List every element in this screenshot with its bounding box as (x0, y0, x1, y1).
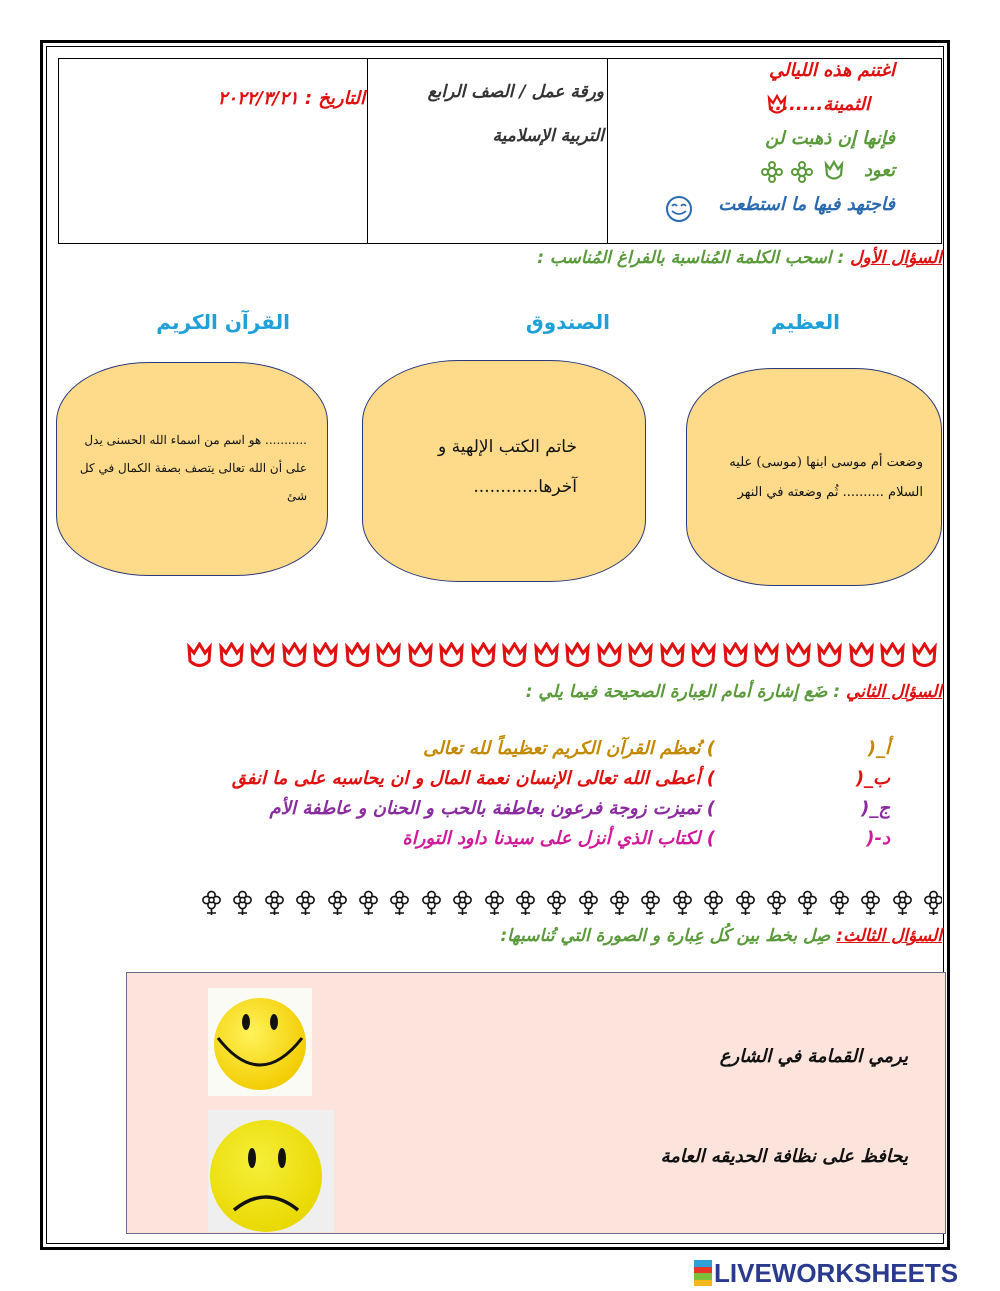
motto-line-1: اغتنم هذه الليالي (768, 60, 895, 81)
smiley-icon (664, 194, 694, 224)
card-1-line-2: السلام .......... ثُم وضعته في النهر (737, 485, 923, 500)
card-2 (362, 360, 646, 582)
flower-icon (451, 890, 474, 916)
q2-item-3-text: ) تميزت زوجة فرعون بعاطفة بالحب و الحنان و عاطفة الأم (269, 798, 715, 819)
question-2-instruction: : ضَع إشارة أمام العِبارة الصحيحة فيما يلي : (525, 682, 841, 702)
happy-face-image[interactable] (208, 988, 312, 1096)
flower-icon (828, 890, 851, 916)
card-3 (56, 362, 328, 576)
question-1-instruction: : اسحب الكلمة المُناسبة بالفراغ المُناسب : (537, 248, 845, 268)
tulip-icon (879, 642, 906, 672)
drag-word-1[interactable]: العظيم (771, 310, 840, 334)
q2-item-3-marker[interactable]: ج_( (861, 798, 890, 819)
phrase-1: يرمي القمامة في الشارع (719, 1046, 908, 1067)
tulip-icon (596, 642, 623, 672)
tulip-icon (438, 642, 465, 672)
card-3-line-1: ........... هو اسم من اسماء الله الحسنى يدل (84, 433, 307, 447)
q2-item-2-marker[interactable]: ب_( (855, 768, 890, 789)
tulip-icon (911, 642, 938, 672)
flower-icon (765, 890, 788, 916)
tulip-icon (659, 642, 686, 672)
card-3-line-2: على أن الله تعالى يتصف بصفة الكمال في كل (79, 461, 307, 475)
flower-icon (671, 890, 694, 916)
tulip-icon (312, 642, 339, 672)
drag-word-3[interactable]: القرآن الكريم (156, 310, 290, 334)
tulip-icon (785, 642, 812, 672)
flower-icon (796, 890, 819, 916)
worksheet-title: ورقة عمل / الصف الرابع (427, 82, 604, 102)
motto-line-4: تعود (863, 160, 895, 181)
flower-icon (891, 890, 914, 916)
tulip-icon (753, 642, 780, 672)
tulip-icon (816, 642, 843, 672)
card-3-line-3: شئ (286, 489, 307, 503)
flower-icon (545, 890, 568, 916)
q2-item-2-text: ) أعطى الله تعالى الإنسان نعمة المال و ان يحاسبه على ما انفق (231, 768, 715, 789)
flower-icon (231, 890, 254, 916)
card-2-line-1: خاتم الكتب الإلهية و (438, 437, 577, 457)
question-2-label: السؤال الثاني (846, 682, 942, 702)
tulip-icon (470, 642, 497, 672)
tulip-icon (407, 642, 434, 672)
liveworksheets-logo (694, 1258, 958, 1288)
q2-item-1-marker[interactable]: أ_( (867, 738, 890, 759)
question-3-instruction: صِل بخط بين كُل عِبارة و الصورة التي تُناسبها: (500, 926, 831, 946)
tulip-icon (218, 642, 245, 672)
flower-icon (263, 890, 286, 916)
motto-line-3: فإنها إن ذهبت لن (765, 128, 895, 149)
card-2-line-2: آخرها............ (473, 477, 577, 497)
flower-icon (420, 890, 443, 916)
flower-icon (483, 890, 506, 916)
q2-item-4-marker[interactable]: د-( (866, 828, 890, 849)
flower-icon (294, 890, 317, 916)
tulip-icon (690, 642, 717, 672)
flower-icon (357, 890, 380, 916)
tulip-row-divider (186, 642, 942, 678)
flower-icon (326, 890, 349, 916)
flower-icon (514, 890, 537, 916)
date (160, 88, 365, 109)
tulip-icon (564, 642, 591, 672)
logo-mark (694, 1260, 712, 1286)
flower-icon (702, 890, 725, 916)
date-value: ٢٠٢٢/٣/٢١ (217, 88, 299, 109)
tulip-icon (375, 642, 402, 672)
q2-item-1-text: ) نُعظم القرآن الكريم تعظيماً لله تعالى (423, 738, 715, 759)
logo-text: LIVEWORKSHEETS (714, 1257, 959, 1288)
question-1-heading (300, 248, 942, 268)
question-2-heading (300, 682, 942, 702)
motto-line-5: فاجتهد فيها ما استطعت (718, 194, 895, 215)
flower-icon (388, 890, 411, 916)
tulip-icon (344, 642, 371, 672)
question-1-label: السؤال الأول (850, 248, 942, 268)
flower-icon (734, 890, 757, 916)
card-1-line-1: وضعت أم موسى ابنها (موسى) عليه (729, 455, 923, 470)
card-1 (686, 368, 942, 586)
sad-face-image[interactable] (208, 1110, 334, 1232)
flower-icon (577, 890, 600, 916)
tulip-icon (627, 642, 654, 672)
tulip-icon (722, 642, 749, 672)
flower-icon (639, 890, 662, 916)
motto-line-2: الثمينة........ (768, 94, 870, 115)
flower-icon (859, 890, 882, 916)
phrase-2: يحافظ على نظافة الحديقه العامة (660, 1146, 908, 1167)
decor-icons (756, 160, 848, 186)
flower-icon (608, 890, 631, 916)
flower-icon (200, 890, 223, 916)
tulip-icon (848, 642, 875, 672)
flower-icon (922, 890, 942, 916)
tulip-icon (281, 642, 308, 672)
tulip-icon (501, 642, 528, 672)
tulip-icon (766, 94, 788, 118)
subject-title: التربية الإسلامية (492, 126, 604, 146)
question-3-label: السؤال الثالث: (836, 926, 942, 946)
tulip-icon (186, 642, 213, 672)
date-label: التاريخ : (304, 88, 365, 109)
tulip-icon (533, 642, 560, 672)
question-3-heading (300, 926, 942, 946)
q2-item-4-text: ) لكتاب الذي أنزل على سيدنا داود التوراة (402, 828, 715, 849)
flower-row-divider (200, 890, 942, 922)
drag-word-2[interactable]: الصندوق (525, 310, 610, 334)
tulip-icon (249, 642, 276, 672)
